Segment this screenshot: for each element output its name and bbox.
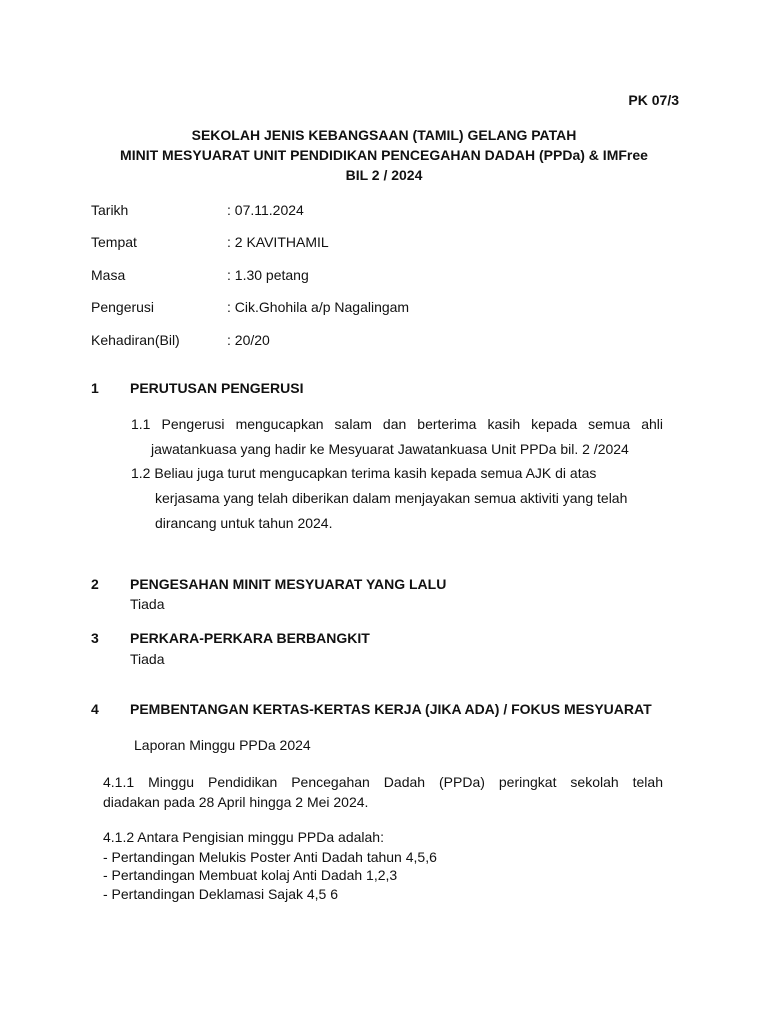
chairperson-label: Pengerusi [91,299,155,315]
section-1-number: 1 [91,380,99,396]
document-reference: PK 07/3 [628,92,679,108]
meeting-number: BIL 2 / 2024 [345,167,423,183]
time-label: Masa [91,267,126,283]
section-4-paragraph-2-heading: 4.1.2 Antara Pengisian minggu PPDa adalah: [103,829,384,845]
date-value: : 07.11.2024 [227,202,304,218]
time-value: : 1.30 petang [227,267,309,283]
section-4-title: PEMBENTANGAN KERTAS-KERTAS KERJA (JIKA ADA) / FOKUS MESYUARAT [130,701,652,717]
section-4-paragraph-1-line-1: 4.1.1 Minggu Pendidikan Pencegahan Dadah (PPDa) peringkat sekolah telah [103,774,663,790]
section-1-line-4: kerjasama yang telah diberikan dalam menjayakan semua aktiviti yang telah [155,490,628,506]
list-item: - Pertandingan Deklamasi Sajak 4,5 6 [103,886,339,902]
section-2-title: PENGESAHAN MINIT MESYUARAT YANG LALU [130,576,447,592]
list-item: - Pertandingan Membuat kolaj Anti Dadah 1,2,3 [103,867,398,883]
venue-value: : 2 KAVITHAMIL [227,234,329,250]
attendance-label: Kehadiran(Bil) [91,332,180,348]
section-2-body: Tiada [130,596,165,612]
section-3-number: 3 [91,630,99,646]
section-4-subtitle: Laporan Minggu PPDa 2024 [134,737,311,753]
venue-label: Tempat [91,234,137,250]
section-4-paragraph-1-line-2: diadakan pada 28 April hingga 2 Mei 2024. [103,794,369,810]
section-1-line-3: 1.2 Beliau juga turut mengucapkan terima kasih kepada semua AJK di atas [131,465,597,481]
section-4-number: 4 [91,701,99,717]
date-label: Tarikh [91,202,129,218]
section-1-title: PERUTUSAN PENGERUSI [130,380,304,396]
attendance-value: : 20/20 [227,332,270,348]
section-1-line-5: dirancang untuk tahun 2024. [155,515,333,531]
chairperson-value: : Cik.Ghohila a/p Nagalingam [227,299,410,315]
section-3-body: Tiada [130,651,165,667]
section-1-line-1: 1.1 Pengerusi mengucapkan salam dan berterima kasih kepada semua ahli [131,416,663,432]
school-name: SEKOLAH JENIS KEBANGSAAN (TAMIL) GELANG PATAH [191,127,577,143]
minutes-title: MINIT MESYUARAT UNIT PENDIDIKAN PENCEGAHAN DADAH (PPDa) & IMFree [120,147,648,163]
list-item: - Pertandingan Melukis Poster Anti Dadah tahun 4,5,6 [103,849,437,865]
section-3-title: PERKARA-PERKARA BERBANGKIT [130,630,370,646]
section-1-line-2: jawatankuasa yang hadir ke Mesyuarat Jawatankuasa Unit PPDa bil. 2 /2024 [151,441,629,457]
section-2-number: 2 [91,576,99,592]
